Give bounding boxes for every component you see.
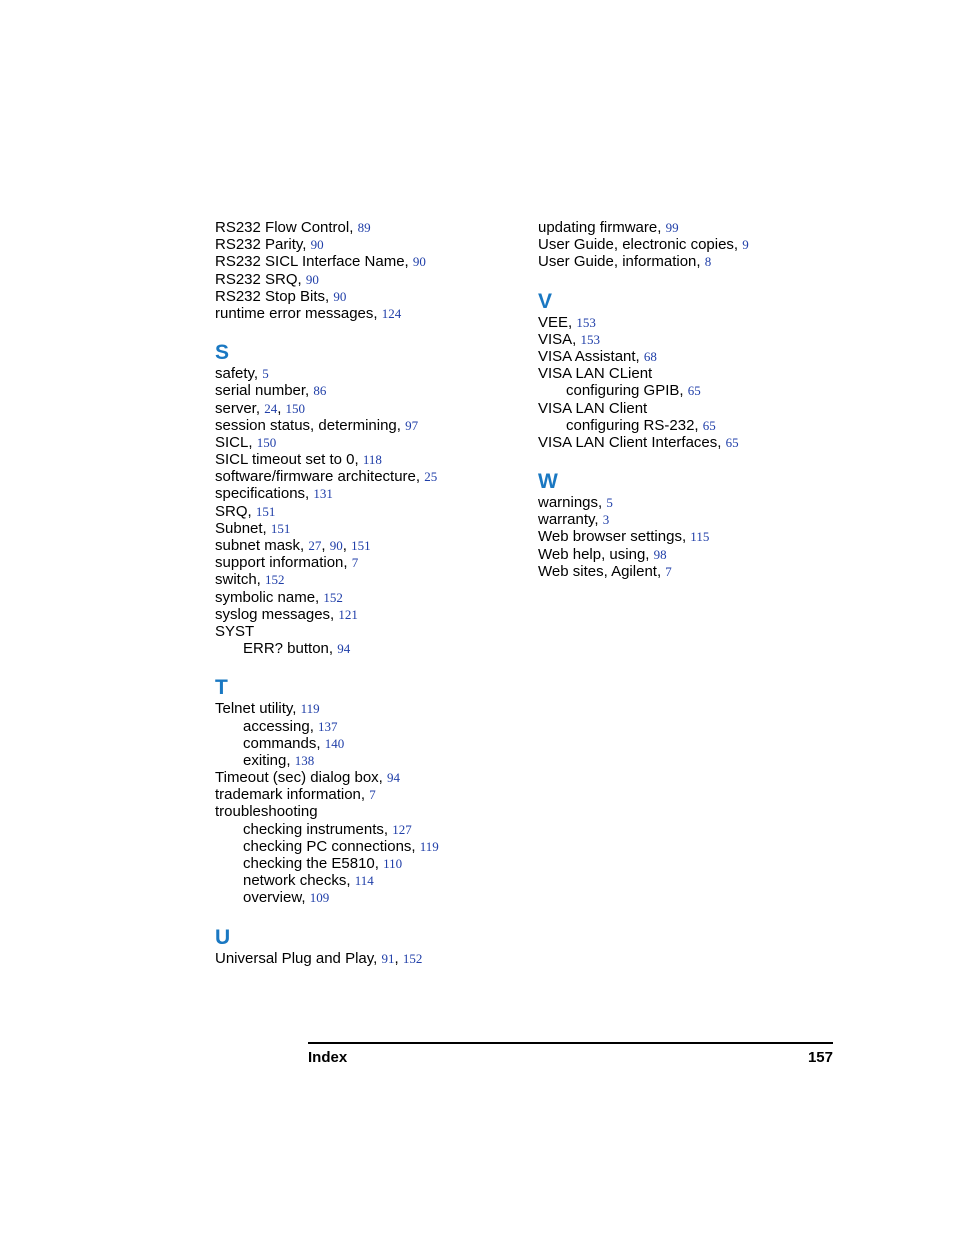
index-subentry	[215, 735, 515, 752]
index-term: Telnet utility,	[215, 700, 301, 718]
index-subentry	[538, 417, 838, 434]
index-term: configuring GPIB,	[566, 382, 688, 400]
index-entry: Universal Plug and Play, 91, 152	[215, 949, 423, 967]
index-term: VISA,	[538, 330, 581, 348]
index-entry	[215, 434, 515, 451]
index-term: checking instruments,	[243, 820, 393, 838]
index-term: ERR? button,	[243, 640, 338, 658]
page-link[interactable]: 65	[687, 383, 701, 399]
page-link[interactable]: 7	[665, 563, 672, 579]
index-subentry	[215, 889, 515, 906]
footer-section-label: Index	[308, 1049, 348, 1066]
index-term: exiting,	[243, 751, 295, 769]
page-link[interactable]: 90	[329, 538, 343, 553]
page-link[interactable]: 150	[285, 400, 306, 416]
index-term: accessing,	[243, 717, 319, 735]
page-link[interactable]: 68	[643, 348, 657, 364]
index-column-right	[538, 219, 838, 580]
index-term: trademark information,	[215, 786, 370, 804]
page-link[interactable]: 119	[419, 838, 439, 854]
footer-page-number: 157	[807, 1049, 833, 1066]
page-link[interactable]: 151	[255, 503, 276, 519]
index-entry: subnet mask, 27, 90, 151	[215, 537, 371, 554]
page-link[interactable]: 99	[665, 220, 679, 235]
page-link[interactable]: 94	[387, 770, 401, 786]
page-link[interactable]: 98	[653, 546, 667, 562]
page-link[interactable]: 90	[412, 254, 426, 270]
page-link[interactable]: 109	[309, 890, 330, 906]
index-term: VEE,	[538, 313, 577, 331]
index-term: troubleshooting	[215, 803, 318, 821]
index-subentry	[215, 640, 515, 657]
index-entry	[215, 219, 515, 236]
index-entry	[215, 382, 515, 399]
page-link[interactable]: 3	[602, 512, 610, 528]
index-entry	[538, 434, 838, 451]
index-entry	[538, 511, 838, 528]
index-term: VISA LAN Client Interfaces,	[538, 433, 726, 451]
index-entry	[215, 786, 515, 803]
index-entry	[215, 623, 515, 640]
index-term: Web browser settings,	[538, 528, 691, 546]
index-entry	[538, 528, 838, 545]
index-subentry	[215, 718, 515, 735]
index-entry	[538, 494, 838, 511]
page-link[interactable]: 65	[702, 417, 716, 433]
page-link[interactable]: 110	[383, 856, 403, 871]
index-entry	[215, 365, 515, 382]
index-term: Timeout (sec) dialog box,	[215, 769, 388, 787]
page-link[interactable]: 89	[357, 220, 371, 235]
index-entry	[215, 589, 515, 606]
index-subentry	[538, 382, 838, 399]
index-entry	[215, 803, 515, 820]
page-link[interactable]: 153	[576, 314, 596, 330]
index-entry	[215, 520, 515, 537]
page-link[interactable]: 24	[264, 400, 278, 416]
index-entry	[215, 236, 515, 253]
index-entry	[215, 253, 515, 270]
index-term: RS232 SICL Interface Name,	[215, 253, 413, 271]
index-term: RS232 Stop Bits,	[215, 287, 334, 305]
index-entry	[215, 468, 515, 485]
index-entry	[538, 331, 838, 348]
page-link[interactable]: 7	[351, 555, 359, 571]
index-term: network checks,	[243, 872, 355, 890]
index-term: software/firmware architecture,	[215, 468, 425, 486]
index-term: RS232 Parity,	[215, 236, 311, 254]
index-term: specifications,	[215, 485, 314, 503]
index-entry: server, 24, 150	[215, 399, 306, 417]
index-entry	[215, 485, 515, 502]
index-term: session status, determining,	[215, 416, 406, 434]
index-entry	[215, 305, 515, 322]
index-term: RS232 Flow Control,	[215, 219, 358, 236]
page-link[interactable]: 115	[690, 529, 710, 545]
index-term: VISA LAN CLient	[538, 365, 653, 383]
index-subentry	[215, 872, 515, 889]
index-entry	[538, 563, 838, 580]
page-link[interactable]: 119	[300, 701, 320, 717]
index-term: VISA LAN Client	[538, 399, 648, 417]
page-link[interactable]: 151	[351, 538, 371, 553]
index-term: SYST	[215, 622, 255, 640]
index-column-left	[215, 219, 515, 967]
index-term: RS232 SRQ,	[215, 270, 306, 288]
index-entry	[538, 253, 838, 270]
page-link[interactable]: 152	[402, 950, 423, 966]
index-subentry	[215, 821, 515, 838]
index-entry	[215, 700, 515, 717]
index-term: safety,	[215, 365, 263, 383]
index-term: checking PC connections,	[243, 837, 420, 855]
index-entry	[538, 314, 838, 331]
index-entry	[215, 606, 515, 623]
index-term: User Guide, information,	[538, 253, 705, 271]
index-letter-heading: U	[215, 925, 231, 949]
page-link[interactable]: 118	[362, 452, 382, 468]
index-term: Web sites, Agilent,	[538, 562, 666, 580]
page-link[interactable]: 5	[606, 495, 613, 511]
index-entry	[538, 236, 838, 253]
index-term: checking the E5810,	[243, 855, 384, 872]
index-entry	[215, 451, 515, 468]
index-entry	[215, 554, 515, 571]
footer-rule	[308, 1042, 833, 1044]
index-term: syslog messages,	[215, 605, 339, 623]
page-link[interactable]: 131	[313, 486, 333, 502]
index-letter-heading: W	[538, 470, 558, 494]
index-entry	[215, 769, 515, 786]
page-link[interactable]: 8	[704, 254, 712, 270]
index-entry	[538, 400, 838, 417]
index-entry	[215, 417, 515, 434]
index-subentry	[215, 752, 515, 769]
index-term: support information,	[215, 554, 352, 572]
page-link[interactable]: 91	[381, 950, 395, 966]
page-link[interactable]: 152	[265, 572, 285, 588]
index-term: server,	[215, 399, 265, 417]
index-subentry	[215, 838, 515, 855]
page-link[interactable]: 121	[338, 606, 358, 622]
page-link[interactable]: 150	[256, 434, 277, 450]
page-link[interactable]: 9	[742, 237, 749, 253]
page-link[interactable]: 86	[313, 383, 327, 399]
page-link[interactable]: 138	[294, 752, 315, 768]
page-link[interactable]: 90	[333, 288, 347, 304]
index-term: VISA Assistant,	[538, 347, 644, 365]
index-term: symbolic name,	[215, 588, 324, 606]
index-term: commands,	[243, 734, 325, 752]
page-link[interactable]: 5	[262, 366, 269, 382]
index-entry	[538, 365, 838, 382]
page-link[interactable]: 153	[580, 331, 601, 347]
index-term: runtime error messages,	[215, 304, 382, 322]
page-link[interactable]: 140	[324, 735, 345, 751]
index-letter-heading: S	[215, 341, 230, 365]
index-term: SICL,	[215, 433, 257, 451]
page-link[interactable]: 97	[405, 417, 419, 433]
index-letter-heading: T	[215, 676, 228, 700]
index-term: Subnet,	[215, 519, 271, 537]
page-link[interactable]: 152	[323, 589, 343, 605]
page-link[interactable]: 151	[270, 520, 291, 536]
index-entry	[538, 219, 838, 236]
page-link[interactable]: 90	[310, 237, 324, 253]
index-term: User Guide, electronic copies,	[538, 236, 743, 254]
index-term: updating firmware,	[538, 219, 666, 236]
page-link[interactable]: 27	[308, 538, 322, 553]
index-term: switch,	[215, 571, 266, 589]
index-term: serial number,	[215, 382, 314, 400]
index-term: warnings,	[538, 494, 607, 512]
page-link[interactable]: 127	[392, 821, 412, 837]
page-link[interactable]: 114	[354, 873, 374, 889]
page-link[interactable]: 137	[318, 718, 338, 734]
index-term: warranty,	[538, 511, 603, 529]
index-term: overview,	[243, 889, 310, 907]
index-entry	[215, 503, 515, 520]
index-term: Web help, using,	[538, 545, 654, 563]
index-entry	[215, 571, 515, 588]
index-subentry	[215, 855, 515, 872]
page-link[interactable]: 65	[725, 434, 739, 450]
index-entry	[215, 288, 515, 305]
page-link[interactable]: 7	[369, 787, 376, 803]
index-term: configuring RS-232,	[566, 416, 703, 434]
index-entry	[538, 546, 838, 563]
page-link[interactable]: 25	[424, 469, 438, 485]
page-link[interactable]: 124	[381, 305, 402, 321]
index-term: SRQ,	[215, 502, 256, 520]
index-term: SICL timeout set to 0,	[215, 451, 363, 469]
index-term: subnet mask,	[215, 537, 309, 554]
index-entry	[538, 348, 838, 365]
index-entry	[215, 271, 515, 288]
index-letter-heading: V	[538, 289, 553, 313]
page-link[interactable]: 94	[337, 641, 351, 657]
index-term: Universal Plug and Play,	[215, 949, 382, 967]
page-link[interactable]: 90	[305, 271, 319, 287]
